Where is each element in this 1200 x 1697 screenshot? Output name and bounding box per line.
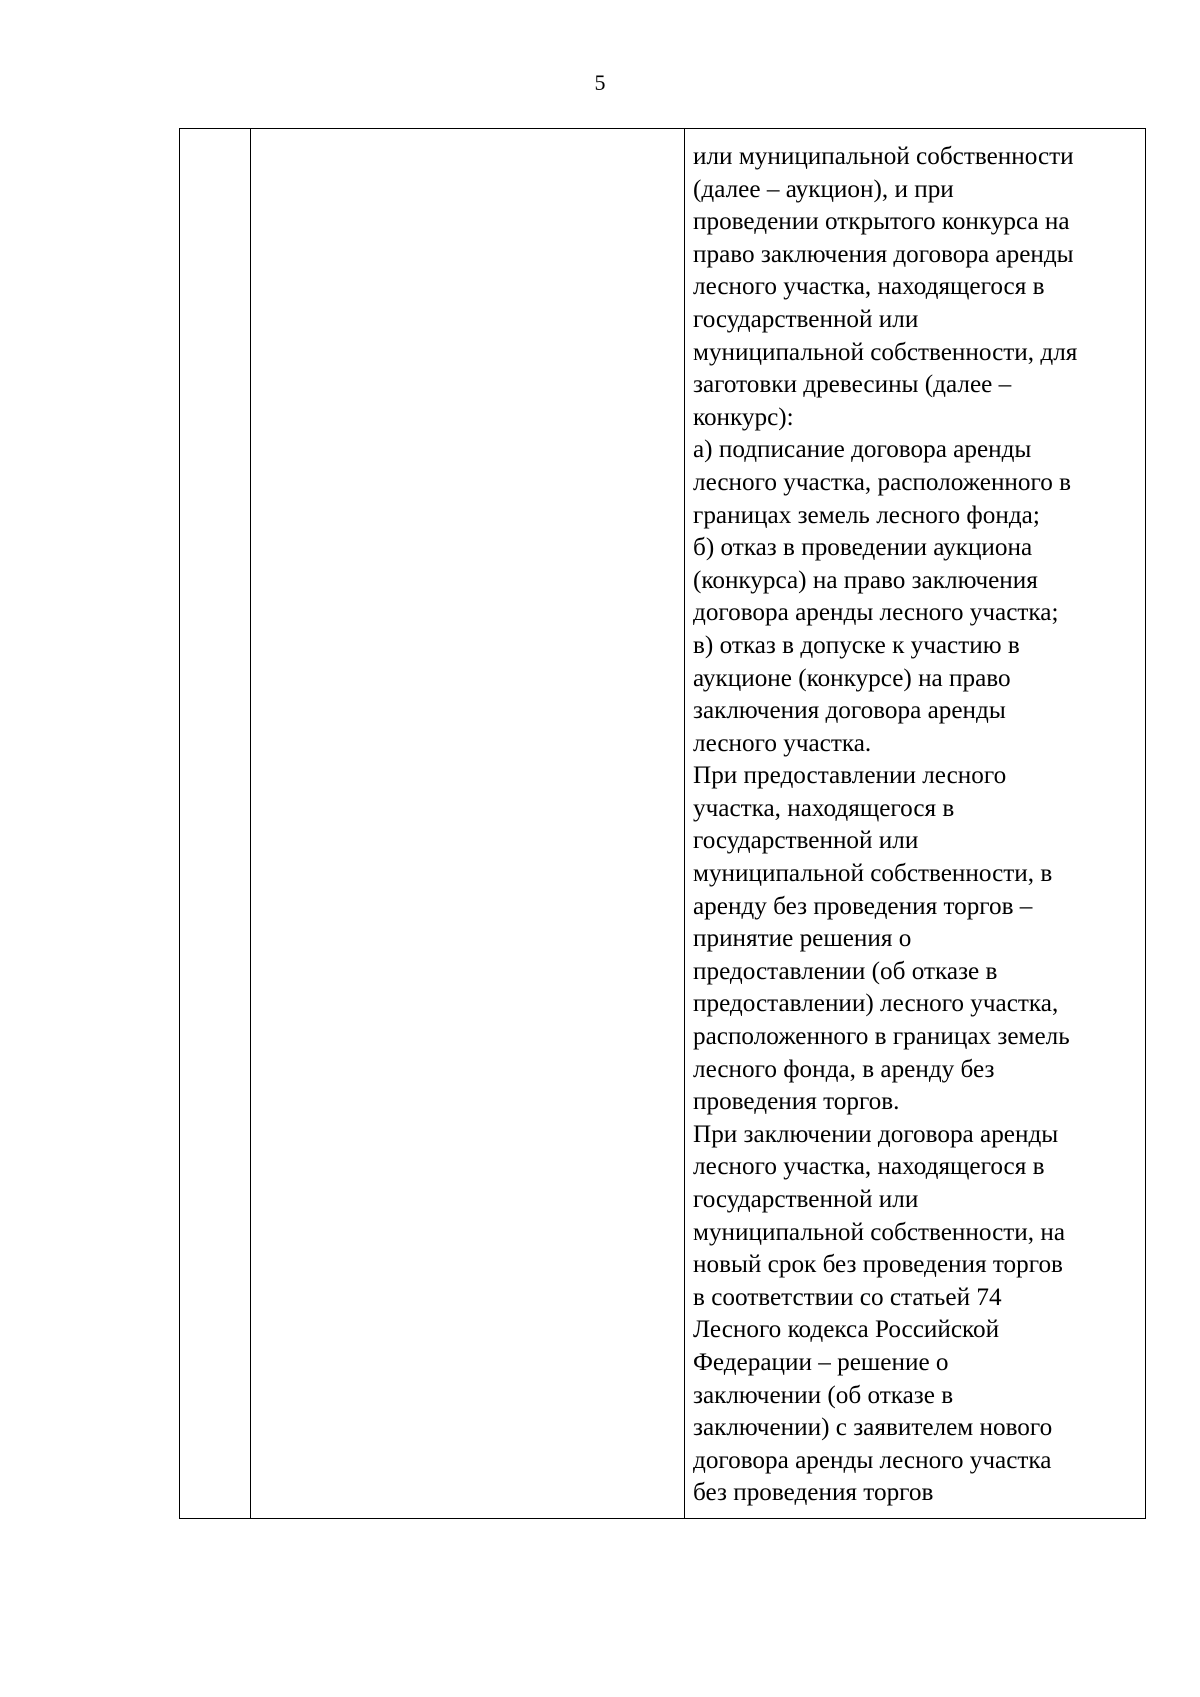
text-line: лесного участка. [693,729,872,757]
text-line: государственной или [693,1186,919,1213]
text-line: заготовки древесины (далее – [693,371,1012,399]
text-line: (далее – аукцион), и при [693,175,954,203]
text-line: (конкурса) на право заключения [693,566,1038,594]
text-line: в) отказ в допуске к участию в [693,631,1020,659]
result-text [693,141,1141,1510]
text-line: договора аренды лесного участка; [693,599,1059,627]
text-line: границах земель лесного фонда; [693,501,1040,529]
text-line: лесного участка, находящегося в [693,1153,1045,1181]
text-line: заключения договора аренды [693,697,1006,725]
text-line: б) отказ в проведении аукциона [693,534,1033,562]
text-line: Федерации – решение о [693,1348,949,1376]
text-line: расположенного в границах земель [693,1023,1070,1051]
document-table [179,128,1146,1519]
text-line: лесного участка, расположенного в [693,468,1071,496]
text-line: заключении (об отказе в [693,1381,954,1409]
text-line: новый срок без проведения торгов [693,1251,1063,1279]
text-line: предоставлении) лесного участка, [693,990,1059,1018]
text-line: договора аренды лесного участка [693,1446,1052,1474]
text-line: участка, находящегося в [693,794,955,822]
text-line: заключении) с заявителем нового [693,1414,1053,1442]
text-line: конкурс): [693,403,794,431]
text-line: проведения торгов. [693,1088,900,1116]
text-line: муниципальной собственности, на [693,1218,1066,1246]
text-line: а) подписание договора аренды [693,436,1032,464]
text-line: При предоставлении лесного [693,762,1007,790]
page-number: 5 [594,70,606,95]
text-line: предоставлении (об отказе в [693,957,998,985]
text-line: лесного фонда, в аренду без [693,1055,995,1083]
table-cell-result [685,129,1146,1519]
text-line: принятие решения о [693,925,912,953]
text-line: лесного участка, находящегося в [693,273,1045,301]
text-line: аукционе (конкурсе) на право [693,664,1011,692]
text-line: Лесного кодекса Российской [693,1316,1000,1344]
text-line: право заключения договора аренды [693,240,1074,268]
text-line: без проведения торгов [693,1479,934,1507]
text-line: При заключении договора аренды [693,1120,1059,1148]
text-line: аренду без проведения торгов – [693,892,1033,920]
table-cell-number [180,129,251,1519]
text-line: муниципальной собственности, в [693,860,1053,888]
text-line: государственной или [693,827,919,855]
table-row [180,129,1146,1519]
text-line: в соответствии со статьей 74 [693,1283,1002,1311]
text-line: проведении открытого конкурса на [693,208,1070,236]
table-cell-service [251,129,685,1519]
text-line: государственной или [693,305,919,333]
text-line: или муниципальной собственности [693,143,1074,170]
text-line: муниципальной собственности, для [693,338,1078,366]
